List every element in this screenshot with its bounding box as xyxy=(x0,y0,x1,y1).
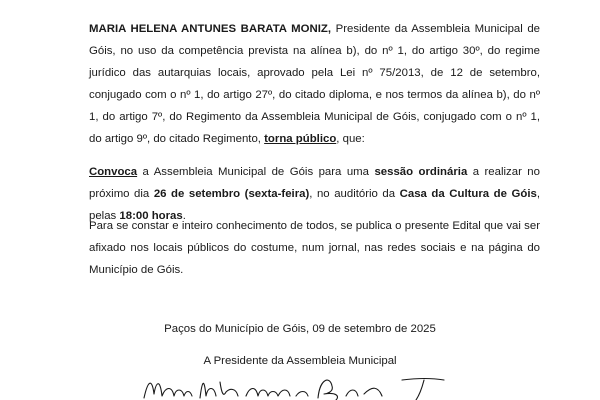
session-date: 26 de setembro (sexta-feira) xyxy=(153,188,310,200)
convoca-text-5: . xyxy=(182,210,186,222)
torna-publico: torna público xyxy=(264,133,337,145)
president-name: MARIA HELENA ANTUNES BARATA MONIZ, xyxy=(89,23,332,35)
signer-role: A Presidente da Assembleia Municipal xyxy=(203,355,397,367)
session-time: 18:00 horas xyxy=(119,210,183,222)
notice-paragraph: Para se constar e inteiro conhecimento de todos, se publica o presente Edital que vai ser afixado nos locais públicos do costume, num jornal, nas redes sociais e na página do Município de Góis. xyxy=(89,220,540,276)
convoca-text-4: , pelas xyxy=(89,188,541,222)
convoca-text-1: a Assembleia Municipal de Góis para uma xyxy=(137,166,375,178)
session-type: sessão ordinária xyxy=(374,166,468,178)
dateline: Paços do Município de Góis, 09 de setembro de 2025 xyxy=(164,323,436,335)
intro-end: , que: xyxy=(336,133,365,145)
session-place: Casa da Cultura de Góis xyxy=(399,188,537,200)
intro-paragraph xyxy=(89,18,540,150)
signature-image xyxy=(140,372,480,400)
intro-text: Presidente da Assembleia Municipal de Góis, no uso da competência prevista na alínea b), do nº 1, do artigo 30º, do regime jurídico das autarquias locais, aprovado pela Lei nº 75/2013, de 12 de setembro, conjugado com o nº 1, do artigo 27º, do citado diploma, e nos termos da alínea b), do nº 1, do artigo 7º, do Regimento da Assembleia Municipal de Góis, conjugado com o nº 1, do artigo 9º, do citado Regimento, xyxy=(89,23,540,145)
convoca-text-3: , no auditório da xyxy=(309,188,400,200)
convoca-verb: Convoca xyxy=(89,166,138,178)
convoca-text-2: a realizar no próximo dia xyxy=(89,166,540,200)
